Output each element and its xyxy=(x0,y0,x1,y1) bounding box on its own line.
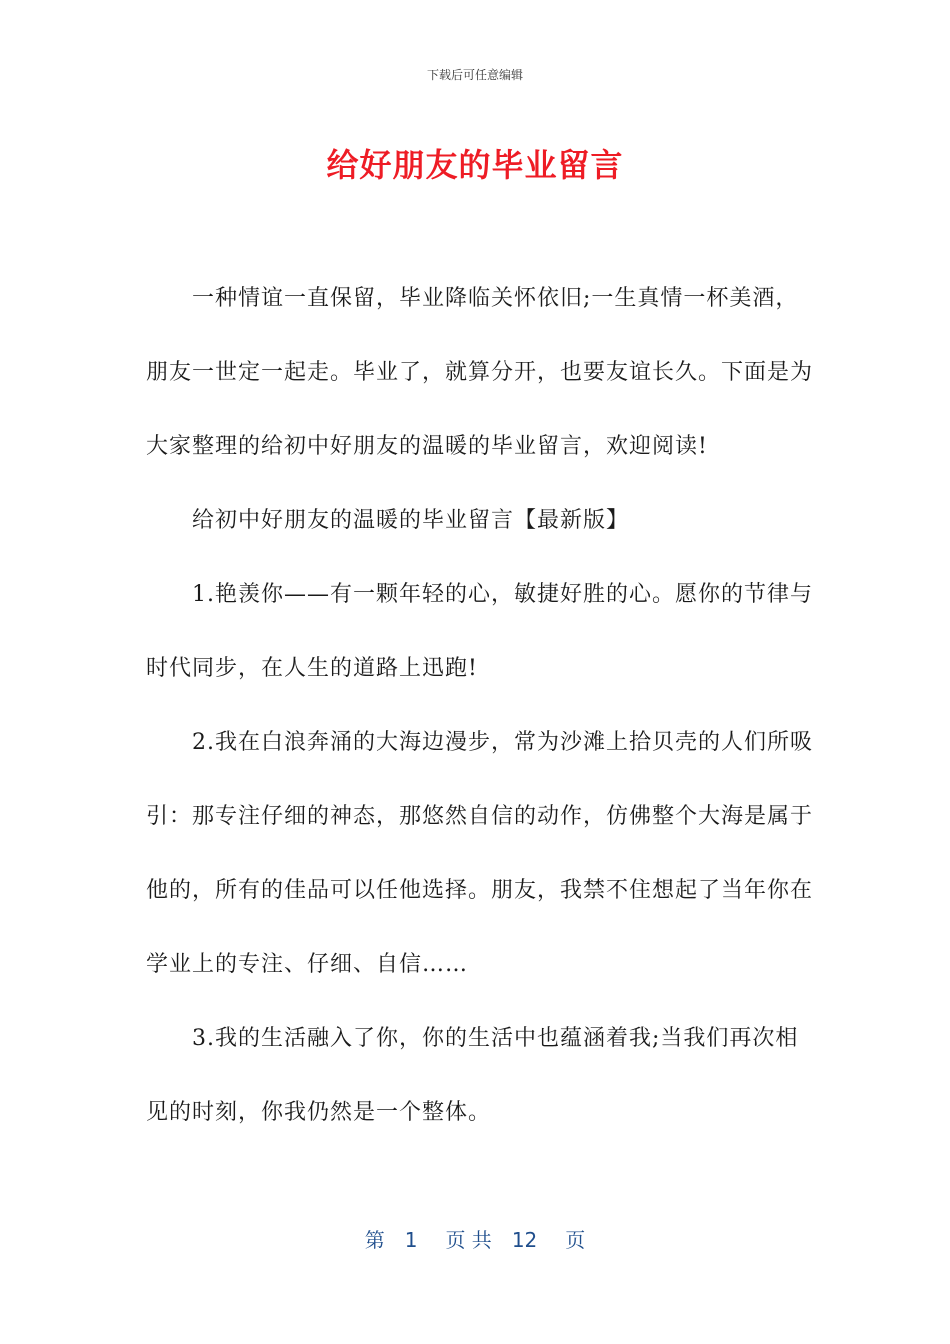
paragraph-item-2: 2.我在白浪奔涌的大海边漫步，常为沙滩上拾贝壳的人们所吸引：那专注仔细的神态，那悠然自信的动作，仿佛整个大海是属于他的，所有的佳品可以任他选择。朋友，我禁不住想起了当年你在学业上的专注、仔细、自信…… xyxy=(146,730,814,977)
footer-middle: 页 共 xyxy=(445,1228,492,1252)
page-footer xyxy=(0,1224,950,1253)
footer-prefix: 第 xyxy=(364,1228,385,1252)
paragraph-item-1: 1.艳羡你——有一颗年轻的心，敏捷好胜的心。愿你的节律与时代同步，在人生的道路上迅跑! xyxy=(146,582,813,681)
paragraph-subheading: 给初中好朋友的温暖的毕业留言【最新版】 xyxy=(192,508,630,533)
document-body xyxy=(146,262,816,1150)
document-title: 给好朋友的毕业留言 xyxy=(326,146,624,184)
header-note: 下载后可任意编辑 xyxy=(426,68,523,82)
footer-current-page: 1 xyxy=(404,1228,418,1252)
paragraph-intro: 一种情谊一直保留，毕业降临关怀依旧;一生真情一杯美酒，朋友一世定一起走。毕业了，就算分开，也要友谊长久。下面是为大家整理的给初中好朋友的温暖的毕业留言，欢迎阅读! xyxy=(146,286,814,459)
footer-total-pages: 12 xyxy=(511,1228,538,1252)
paragraph-item-3: 3.我的生活融入了你，你的生活中也蕴涵着我;当我们再次相见的时刻，你我仍然是一个整体。 xyxy=(146,1026,799,1125)
footer-suffix: 页 xyxy=(565,1228,586,1252)
